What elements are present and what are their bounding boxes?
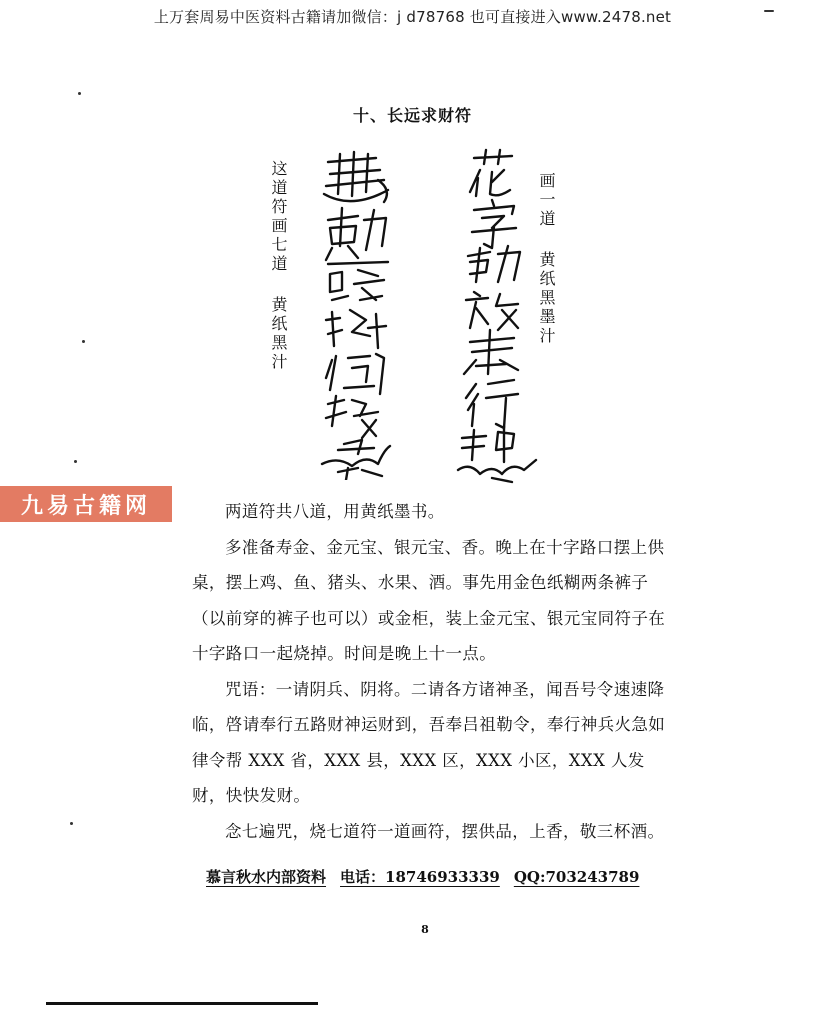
right-note-count: 画一道	[537, 172, 556, 229]
footer-phone: 电话：18746933339	[340, 868, 500, 886]
right-note-material: 黄纸黑墨汁	[537, 251, 556, 346]
page-number: 8	[421, 923, 429, 936]
paragraph: 两道符共八道，用黄纸墨书。	[225, 502, 445, 521]
paragraph: 咒语：一请阴兵、阴将。二请各方诸神圣，闻吾号令速速降临，啓请奉行五路财神运财到，吾奉吕祖勒令，奉行神兵火急如律令帮 XXX 省，XXX 县，XXX 区，XXX 小区，XXX 人发财，快快发财。	[192, 679, 666, 805]
header-notice: 上万套周易中医资料古籍请加微信：j d78768 也可直接进入www.2478.net	[153, 8, 672, 26]
scan-speck	[82, 340, 85, 343]
right-talisman-icon	[452, 148, 542, 488]
left-talisman-icon	[318, 150, 398, 480]
scan-speck	[764, 10, 774, 12]
footer-contact	[206, 866, 640, 887]
site-watermark: 九易古籍网	[0, 486, 172, 522]
scan-speck	[74, 460, 77, 463]
footer-qq: QQ:703243789	[513, 868, 640, 886]
section-title: 十、长远求财符	[352, 106, 472, 125]
left-note-count: 这道符画七道	[269, 160, 288, 274]
footer-source: 慕言秋水内部资料	[206, 868, 327, 886]
paragraph: 多准备寿金、金元宝、银元宝、香。晚上在十字路口摆上供桌，摆上鸡、鱼、猪头、水果、酒。事先用金色纸糊两条裤子（以前穿的裤子也可以）或金柜，装上金元宝、银元宝同符子在十字路口一起烧掉。时间是晚上十一点。	[192, 537, 666, 663]
left-talisman-note	[270, 160, 286, 372]
bottom-rule	[46, 1002, 318, 1005]
left-note-material: 黄纸黑汁	[269, 296, 288, 372]
scan-speck	[78, 92, 81, 95]
body-text	[192, 494, 672, 849]
scan-speck	[70, 822, 73, 825]
paragraph: 念七遍咒，烧七道符一道画符，摆供品，上香，敬三杯酒。	[225, 821, 665, 841]
